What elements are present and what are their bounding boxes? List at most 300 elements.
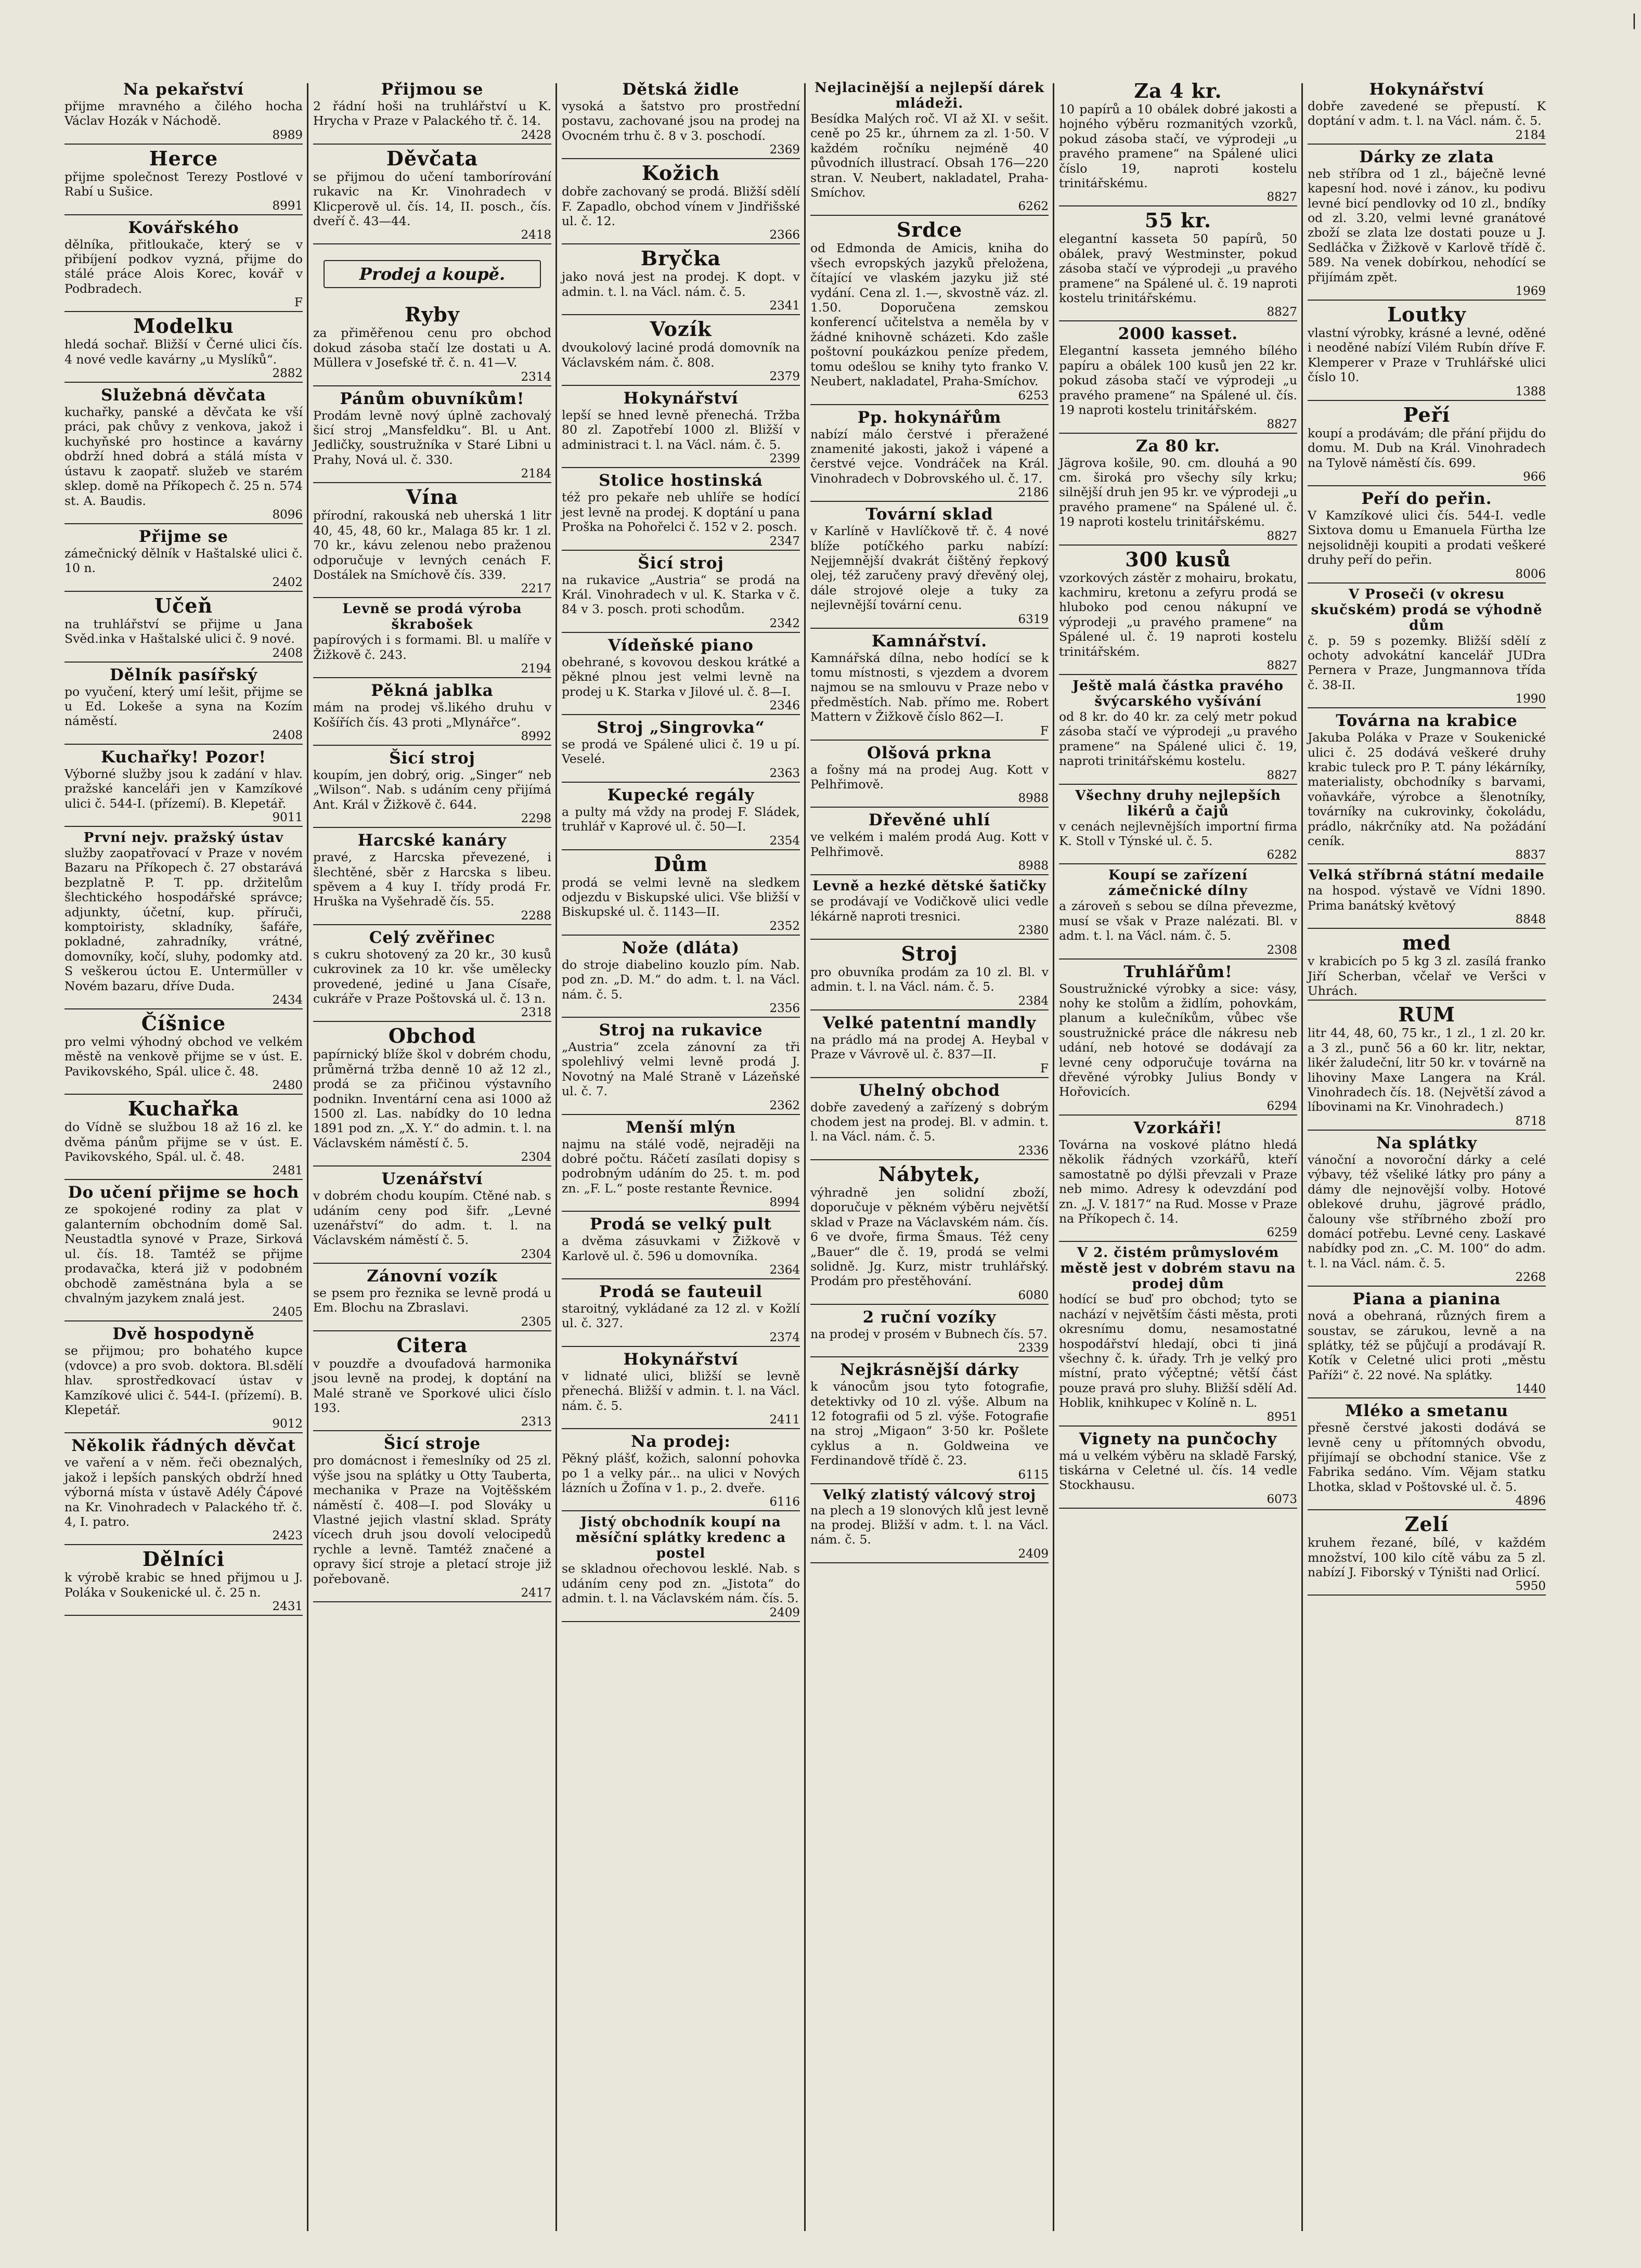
ad-divider xyxy=(1059,863,1297,864)
ad-heading: Číšnice xyxy=(141,1012,226,1035)
ad-number: 2431 xyxy=(272,1600,303,1614)
ad-heading: Stolice hostinská xyxy=(599,471,763,490)
corner-mark: | xyxy=(1631,11,1637,30)
classified-ad xyxy=(1059,788,1297,865)
classified-ad xyxy=(1059,80,1297,206)
ad-number: 8989 xyxy=(272,128,303,142)
ad-heading: První nejv. pražský ústav xyxy=(83,830,284,846)
ad-heading: Uhelný obchod xyxy=(859,1081,1000,1100)
ad-divider xyxy=(64,1432,303,1433)
ad-heading: 2 ruční vozíky xyxy=(862,1307,997,1327)
ad-text: k vánocům jsou tyto fotografie, detektivky od 10 zl. výše. Album na 12 fotografii od 5 zl. výše. Fotografie na stroj „Migaon“ 3·50 kr. Pošlete cyklus a n. Goldweina ve Ferdinandově třídě č. 23. xyxy=(810,1379,1049,1468)
ad-heading: Přijme se xyxy=(138,527,229,546)
classified-ad xyxy=(313,1334,551,1432)
ad-heading: Šicí stroj xyxy=(389,748,475,768)
column-rule xyxy=(307,83,308,2231)
ad-text: 10 papírů a 10 obálek dobré jakosti a hojného výběru rozmanitých vzorků, pokud zásoba stačí, ve výprodeji „u pravého pramene“ na Spálené ulici číslo 19, naproti kostelu trinitářskému. xyxy=(1059,102,1297,191)
classified-ad xyxy=(810,744,1049,808)
ad-heading: Menší mlýn xyxy=(626,1118,736,1137)
ad-divider xyxy=(313,1263,551,1264)
ad-divider xyxy=(1308,582,1546,584)
classified-ad xyxy=(1059,210,1297,321)
classified-ad xyxy=(562,786,800,850)
ad-text: Prodám levně nový úplně zachovalý šicí stroj „Mansfeldku“. Bl. u Ant. Jedličky, soustružníka v Staré Libni u Prahy, Nová ul. č. 330. xyxy=(313,408,551,467)
ad-heading: 2000 kasset. xyxy=(1118,325,1238,344)
ad-number: 6259 xyxy=(1267,1226,1297,1240)
ad-divider xyxy=(562,1278,800,1279)
ad-text: Pěkný plášť, kožich, salonní pohovka po 1 a velky pár... na ulici v Nových lázních u Žofína v 1. p., 2. dveře. xyxy=(562,1451,800,1495)
ad-text: 2 řádní hoši na truhlářství u K. Hrycha v Praze v Palackého tř. č. 14. xyxy=(313,99,551,128)
ad-number: 2356 xyxy=(769,1002,800,1015)
ad-number: 2186 xyxy=(1018,486,1049,500)
ad-divider xyxy=(810,874,1049,875)
classified-ad xyxy=(562,1350,800,1429)
ad-heading: Truhlářům! xyxy=(1123,962,1233,981)
ad-heading: 55 kr. xyxy=(1144,209,1212,232)
ad-number: 8827 xyxy=(1267,305,1297,319)
ad-heading: Na pekařství xyxy=(123,80,244,99)
ad-number: 1388 xyxy=(1515,384,1546,398)
column-4 xyxy=(807,78,1052,2236)
ad-text: s cukru shotovený za 20 kr., 30 kusů cukrovinek za 10 kr. vše umělecky provedené, jediné u Jana Císaře, cukráře v Praze Poštovská ul. č. 13 n. xyxy=(313,947,551,1006)
ad-divider xyxy=(562,1114,800,1115)
ad-divider xyxy=(1308,1000,1546,1001)
ad-text: hledá sochař. Bližší v Černé ulici čís. 4 nové vedle kavárny „u Myslíků“. xyxy=(64,337,303,367)
ad-number: 6080 xyxy=(1018,1288,1049,1302)
ad-text: se psem pro řeznika se levně prodá u Em. Blochu na Zbraslavi. xyxy=(313,1285,551,1315)
classified-ad xyxy=(810,505,1049,628)
ad-heading: Levně a hezké dětské šatičky xyxy=(812,878,1046,895)
ad-number: 2194 xyxy=(521,662,551,676)
classified-ad xyxy=(313,1434,551,1602)
ad-text: ve velkém i malém prodá Aug. Kott v Pelhřimově. xyxy=(810,830,1049,859)
ad-divider xyxy=(64,214,303,215)
ad-divider xyxy=(562,782,800,783)
classified-ad xyxy=(1308,404,1546,486)
ad-divider xyxy=(1059,1508,1297,1509)
ad-text: kruhem řezané, bílé, v každém množství, 100 kilo cítě vábu za 5 zl. nabízí J. Fiborský v Týništi nad Orlicí. xyxy=(1308,1535,1546,1579)
ad-heading: V Proseči (v okresu skučském) prodá se výhodně dům xyxy=(1311,586,1543,633)
classified-ad xyxy=(810,408,1049,502)
ad-number: 6319 xyxy=(1018,612,1049,626)
ad-text: na prodej v prosém v Bubnech čís. 57. xyxy=(810,1326,1048,1341)
ad-text: koupí a prodávám; dle přání přijdu do domu. M. Dub na Král. Vinohradech na Tylově náměstí čís. 699. xyxy=(1308,425,1546,470)
ad-heading: Kamnářství. xyxy=(871,631,988,651)
ad-heading: Zelí xyxy=(1404,1512,1449,1536)
ad-number: 2408 xyxy=(272,728,303,742)
classified-ad xyxy=(1059,1119,1297,1242)
classified-ad xyxy=(1308,80,1546,145)
ad-heading: Celý zvěřinec xyxy=(369,928,496,947)
ad-heading: Peří do peřin. xyxy=(1361,489,1492,508)
ad-divider xyxy=(1308,1509,1546,1510)
ad-heading: Ještě malá částka pravého švýcarského vyšívání xyxy=(1072,678,1284,709)
classified-ad xyxy=(313,681,551,746)
ad-heading: Uzenářství xyxy=(381,1170,483,1189)
ad-divider xyxy=(1308,1397,1546,1398)
ad-divider xyxy=(1059,958,1297,960)
classified-ad xyxy=(562,162,800,244)
classified-ad xyxy=(1308,1513,1546,1596)
ad-text: ze spokojené rodiny za plat v galanterním obchodním domě Sal. Neustadtla synové v Praze, Sirková ul. čís. 18. Tamtéž se přijme prodavačka, která již v podobném obchodě zaměstnána byla a se chvalným jazykem znalá jest. xyxy=(64,1202,303,1305)
ad-divider xyxy=(562,243,800,244)
classified-ad xyxy=(810,943,1049,1010)
ad-heading: Olšová prkna xyxy=(867,743,992,762)
section-heading: Prodej a koupě. xyxy=(324,260,541,288)
ad-text: dvoukolový laciné prodá domovník na Václavském nám. č. 808. xyxy=(562,340,800,370)
ad-text: do Vídně se službou 18 až 16 zl. ke dvěma pánům přijme se v úst. E. Pavikovského, Spál. ul. č. 48. xyxy=(64,1120,303,1164)
ad-text: na prádlo má na prodej A. Heybal v Praze v Vávrově ul. č. 837—II. xyxy=(810,1032,1049,1062)
ad-divider xyxy=(313,1601,551,1602)
ad-divider xyxy=(64,1320,303,1321)
classified-ad xyxy=(562,853,800,936)
ad-heading: Přijmou se xyxy=(381,80,484,99)
ad-text: koupím, jen dobrý, orig. „Singer“ neb „Wilson“. Nab. s udáním ceny přijímá Ant. Král v Žižkově č. 644. xyxy=(313,767,551,812)
classified-ad xyxy=(562,80,800,159)
ad-heading: Pp. hokynářům xyxy=(857,408,1002,427)
classified-ad xyxy=(313,148,551,245)
classified-ad xyxy=(810,1487,1049,1563)
ad-heading: Velká stříbrná státní medaile xyxy=(1309,867,1545,884)
ad-divider xyxy=(64,1615,303,1616)
ad-number: 2352 xyxy=(769,919,800,933)
ad-divider xyxy=(1059,1425,1297,1427)
ad-number: 2364 xyxy=(769,1263,800,1277)
ad-divider xyxy=(1308,400,1546,401)
ad-number: 2184 xyxy=(521,467,551,481)
ad-heading: Kupecké regály xyxy=(607,785,755,805)
column-rule xyxy=(804,83,806,2231)
classified-ad xyxy=(64,1548,303,1616)
ad-number: 6294 xyxy=(1267,1099,1297,1113)
column-rule xyxy=(555,83,557,2231)
column-5 xyxy=(1056,78,1300,2236)
ad-number: 2409 xyxy=(769,1605,800,1619)
ad-heading: Dvě hospodyně xyxy=(112,1325,255,1344)
ad-number: 2384 xyxy=(1018,994,1049,1008)
classified-ad xyxy=(313,831,551,925)
ad-number: 2405 xyxy=(272,1305,303,1319)
ad-heading: Kuchařky! Pozor! xyxy=(101,747,266,767)
ad-text: V Kamzíkové ulici čís. 544-I. vedle Sixtova domu u Emanuela Fürtha lze nejsolidněji koupiti a prodati veškeré druhy peří do peřin. xyxy=(1308,508,1546,567)
ad-number: 6115 xyxy=(1018,1468,1049,1482)
ad-divider xyxy=(562,1621,800,1622)
ad-heading: Dětská židle xyxy=(622,80,740,99)
ad-heading: Na splátky xyxy=(1376,1133,1478,1152)
ad-divider xyxy=(810,501,1049,502)
ad-heading: Piana a pianina xyxy=(1352,1290,1501,1309)
ad-text: lepší se hned levně přenechá. Tržba 80 zl. Zapotřebí 1000 zl. Bližší v administraci t. l. na Václ. nám. č. 5. xyxy=(562,408,800,452)
classified-ad xyxy=(64,830,303,1009)
ad-divider xyxy=(313,1330,551,1331)
ad-divider xyxy=(64,1179,303,1180)
ad-number: 8951 xyxy=(1267,1410,1297,1424)
ad-number: 2298 xyxy=(521,812,551,826)
classified-ad xyxy=(313,601,551,678)
ad-text: pro obuvníka prodám za 10 zl. Bl. v admin. t. l. na Václ. nám. č. 5. xyxy=(810,965,1049,994)
ad-number: 2354 xyxy=(769,834,800,848)
ad-text: v krabicích po 5 kg 3 zl. zasílá franko Jiří Scherban, včelař ve Veršci v Uhrách. xyxy=(1308,954,1546,999)
classified-ad xyxy=(1308,489,1546,584)
ad-text: papírových i s formami. Bl. u malíře v Žižkově č. 243. xyxy=(313,632,551,662)
ad-text: prodá se velmi levně na sledkem odjezdu v Biskupské ulici. Vše bližší v Biskupské ul. č. 1143—II. xyxy=(562,875,800,919)
ad-text: hodící se buď pro obchod; tyto se nachází v největším části města, proti okresnímu domu, nesamostatné hospodářství hledají, obci ti jiná všechny č. k. úřady. Trh je velký pro místní, prato výčeptné; větší část pouze pravá pro sluhy. Bližší sdělí Ad. Hoblik, knihkupec v Kolíně n. L. xyxy=(1059,1292,1297,1410)
ad-text: Elegantní kasseta jemného bílého papíru a obálek 100 kusů jen 22 kr. pokud zásoba stačí ve výprodeji „u pravého pramene“ na Spálené ul. čís. 19 naproti kostelu trinitářském. xyxy=(1059,343,1297,418)
ad-text: Výborné služby jsou k zadání v hlav. pražské kanceláři jen v Kamzíkové ulici č. 544-I. (přízemí). B. Klepetář. xyxy=(64,766,303,811)
ad-text: služby zaopatřovací v Praze v novém Bazaru na Příkopech č. 27 obstarává bezplatně P. T. pp. držitelům šlechtického hospodářské správce; adjunkty, účetní, kup. příruči, komptoiristy, skladníky, šafáře, pokladné, zahradníky, vrátné, domovníky, kočí, sluhy, podomky atd. S veškerou úctou E. Untermüller v Novém bazaru, dříve Duda. xyxy=(64,845,303,993)
ad-heading: Jistý obchodník koupí na měsíční splátky kredenc a postel xyxy=(575,1514,786,1562)
column-2 xyxy=(310,78,554,2236)
ad-number: 2434 xyxy=(272,993,303,1007)
ad-number: 2336 xyxy=(1018,1144,1049,1158)
classified-ad xyxy=(1059,678,1297,785)
classified-ad xyxy=(562,1432,800,1511)
ad-divider xyxy=(64,311,303,312)
ad-divider xyxy=(313,827,551,828)
ad-number: 6073 xyxy=(1267,1492,1297,1506)
ad-divider xyxy=(562,385,800,386)
classified-ad xyxy=(64,386,303,524)
ad-divider xyxy=(810,807,1049,808)
ad-heading: Dělník pasířský xyxy=(109,665,258,684)
ad-number: 2347 xyxy=(769,534,800,548)
ad-divider xyxy=(562,158,800,159)
classified-ad xyxy=(64,1098,303,1180)
ad-number: 2288 xyxy=(521,909,551,923)
ad-text: a pulty má vždy na prodej F. Sládek, truhlář v Kaprové ul. č. 50—I. xyxy=(562,804,800,834)
ad-heading: Dům xyxy=(654,852,708,876)
ad-text: se skladnou ořechovou lesklé. Nab. s udáním ceny pod zn. „Jistota“ do admin. t. l. na Václavském nám. čís. 5. xyxy=(562,1561,800,1606)
ad-heading: Pěkná jablka xyxy=(371,681,494,701)
ad-divider xyxy=(64,744,303,745)
classified-ad xyxy=(1308,1402,1546,1510)
ad-heading: Vína xyxy=(406,485,459,509)
column-6 xyxy=(1304,78,1549,2236)
classified-ad xyxy=(1059,437,1297,546)
ad-text: se prodávají ve Vodičkově ulici vedle lékárně naproti tresnici. xyxy=(810,894,1049,924)
ad-number: F xyxy=(1040,1061,1049,1075)
ad-number: 2313 xyxy=(521,1415,551,1429)
classified-ad xyxy=(562,389,800,468)
ad-divider xyxy=(1308,485,1546,486)
classified-ad xyxy=(562,248,800,315)
ad-heading: Citera xyxy=(396,1333,468,1357)
ad-number: 2374 xyxy=(769,1330,800,1344)
ad-number: 8827 xyxy=(1267,417,1297,431)
ad-divider xyxy=(313,745,551,746)
ad-heading: Na prodej: xyxy=(631,1432,731,1451)
ad-text: na plech a 19 slonových klů jest levně na prodej. Bližší v adm. t. l. na Václ. nám. č. 5. xyxy=(810,1502,1049,1547)
ad-divider xyxy=(810,1483,1049,1484)
ad-divider xyxy=(562,1211,800,1212)
ad-number: 966 xyxy=(1523,470,1546,484)
ad-text: pro domácnost i řemeslníky od 25 zl. výše jsou na splátky u Otty Tauberta, mechanika v Praze na Vojtěšském náměstí č. 408—I. pod Slováky u Vlastné jejich vlastní sklad. Spráty vícech druh jsou dovolí velocipedů rychle a levně. Tamtéž značené a opravy šicí stroje a pletací stroje již pořebovaně. xyxy=(313,1453,551,1586)
ad-text: a fošny má na prodej Aug. Kott v Pelhřimově. xyxy=(810,762,1049,792)
ad-heading: Stroj na rukavice xyxy=(599,1021,763,1040)
ad-divider xyxy=(1308,707,1546,708)
ad-text: přijme společnost Terezy Postlové v Rabí u Sušice. xyxy=(64,169,303,199)
ad-heading: Modelku xyxy=(133,314,234,338)
column-1 xyxy=(61,78,306,2236)
ad-divider xyxy=(562,714,800,715)
ad-heading: Prodá se velký pult xyxy=(590,1215,772,1234)
ad-heading: Učeň xyxy=(154,593,213,617)
ad-heading: Srdce xyxy=(896,218,963,242)
ad-heading: Zánovní vozík xyxy=(367,1266,498,1286)
ad-heading: Velký zlatistý válcový stroj xyxy=(823,1487,1036,1503)
ad-divider xyxy=(562,1346,800,1347)
classified-ad xyxy=(1308,1290,1546,1398)
ad-text: přírodní, rakouská neb uherská 1 litr 40, 45, 48, 60 kr., Malaga 85 kr. 1 zl. 70 kr., kávu zelenou nebo praženou odporučuje v levných cenách F. Dostálek na Smíchově čís. 339. xyxy=(313,508,551,582)
classified-ad xyxy=(1059,1245,1297,1426)
ad-number: 2369 xyxy=(769,143,800,157)
ad-text: a zároveň s sebou se dílna převezme, musí se však v Praze nalézati. Bl. v adm. t. l. na Václ. nám. č. 5. xyxy=(1059,899,1297,943)
classified-ad xyxy=(562,1118,800,1212)
ad-text: litr 44, 48, 60, 75 kr., 1 zl., 1 zl. 20 kr. a 3 zl., punč 56 a 60 kr. litr, nektar, likér žaludeční, litr 50 kr. v továrně na lihoviny Maxe Langera na Král. Vinohradech čís. 18. (Největší závod a líbovinami na Kr. Vinohradech.) xyxy=(1308,1026,1546,1114)
classified-ad xyxy=(64,80,303,145)
ad-text: dobře zavedené se přepustí. K doptání v adm. t. l. na Václ. nám. č. 5. xyxy=(1308,99,1546,128)
ad-heading: Hokynářství xyxy=(1369,80,1484,99)
ad-number: 2217 xyxy=(521,582,551,596)
ad-heading: Harcské kanáry xyxy=(357,831,507,850)
ad-divider xyxy=(1059,674,1297,675)
ad-number: 2304 xyxy=(521,1150,551,1164)
ad-text: po vyučení, který umí lešit, přijme se u Ed. Lokeše a syna na Kozím náměstí. xyxy=(64,684,303,729)
ad-heading: Stroj „Singrovka“ xyxy=(597,718,765,737)
ad-divider xyxy=(1308,144,1546,145)
ad-divider xyxy=(64,662,303,663)
ad-number: 2314 xyxy=(521,370,551,384)
ad-text: v pouzdře a dvoufadová harmonika jsou levně na prodej, k doptání na Malé straně ve Sporkové ulici číslo 193. xyxy=(313,1356,551,1415)
ad-heading: Dárky ze zlata xyxy=(1359,147,1494,166)
classified-ad xyxy=(313,1170,551,1264)
classified-ad xyxy=(313,260,551,288)
ad-divider xyxy=(562,314,800,315)
classified-ad xyxy=(313,80,551,145)
classified-ad xyxy=(562,718,800,783)
ad-number: 2366 xyxy=(769,228,800,242)
ad-text: přesně čerstvé jakosti dodává se levně ceny u přítomných obvodu, přijímají se obchodní stanice. Vše z Fabrika sedáno. Vím. Vějam statku Lhotka, sklad v Poštovské ul. č. 5. xyxy=(1308,1420,1546,1494)
ad-number: 1440 xyxy=(1515,1382,1546,1396)
classified-ad xyxy=(313,304,551,386)
ad-number: 2417 xyxy=(521,1586,551,1600)
classified-ad xyxy=(1308,587,1546,709)
ad-heading: Vzorkáři! xyxy=(1133,1118,1223,1137)
ad-number: F xyxy=(294,296,303,310)
ad-number: 8827 xyxy=(1267,190,1297,204)
ad-text: k výrobě krabic se hned přijmou u J. Poláka v Soukenické ul. č. 25 n. xyxy=(64,1570,303,1600)
ad-text: za přiměřenou cenu pro obchod dokud zásoba stačí lze dostati u A. Müllera v Josefské tř. č. n. 41—V. xyxy=(313,326,551,370)
ad-divider xyxy=(313,1430,551,1431)
column-rule xyxy=(1301,83,1303,2231)
classified-ad xyxy=(313,1025,551,1167)
ad-heading: Šicí stroj xyxy=(638,553,724,573)
ad-divider xyxy=(1059,320,1297,321)
ad-heading: Služebná děvčata xyxy=(101,386,266,405)
ad-heading: Koupí se zařízení zámečnické dílny xyxy=(1108,867,1248,899)
ad-text: na rukavice „Austria“ se prodá na Král. Vinohradech v ul. K. Starka v č. 84 v 3. posch. proti schodům. xyxy=(562,572,800,617)
ad-divider xyxy=(810,404,1049,405)
ad-heading: Dřevěné uhlí xyxy=(868,811,991,830)
ad-text: se přijmou; pro bohatého kupce (vdovce) a pro svob. doktora. Bl.sdělí hlav. sprostředkovací ústav v Kamzíkové ulici č. 544-I. (přízemí). B. Klepetář. xyxy=(64,1343,303,1417)
classified-ad xyxy=(810,219,1049,405)
classified-ad xyxy=(810,1308,1049,1357)
ad-text: má u velkém výběru na skladě Farský, tiskárna v Celetné ul. čís. 14 vedle Stockhausu. xyxy=(1059,1448,1297,1493)
ad-heading: Stroj xyxy=(901,942,958,966)
ad-text: Továrna na voskové plátno hledá několik řádných vzorkářů, kteří samostatně po dýlši převzali v Praze neb mimo. Adresy k odevzdání pod zn. „J. V. 1817“ na Rud. Mosse v Praze na Příkopech č. 14. xyxy=(1059,1137,1297,1226)
ad-heading: Vozík xyxy=(650,317,712,341)
ad-text: Kamnářská dílna, nebo hodící se k tomu místnosti, s vjezdem a dvorem najmou se na smlouvu v Praze nebo v předměstích. Nab. přímo me. Robert Mattern v Žižkově číslo 862—I. xyxy=(810,650,1049,724)
ad-divider xyxy=(313,677,551,678)
ad-divider xyxy=(64,1008,303,1009)
ad-text: v lidnaté ulici, bližší se levně přenechá. Bližší v admin. t. l. na Václ. nám. č. 5. xyxy=(562,1368,800,1413)
ad-heading: Nejkrásnější dárky xyxy=(840,1360,1019,1380)
ad-divider xyxy=(64,1094,303,1095)
ad-number: 2318 xyxy=(521,1006,551,1020)
classified-ad xyxy=(1059,867,1297,959)
ad-divider xyxy=(64,382,303,383)
classified-ad xyxy=(1059,963,1297,1116)
classified-ad xyxy=(562,1021,800,1115)
ad-text: vánoční a novoroční dárky a celé výbavy, též všeliké látky pro pány a dámy dle nejnovější volby. Hotové oblekové druhu, jägrové prádlo, čalouny vše stříbrného zboží pro domácí potřebu. Levné ceny. Laskavé nabídky pod zn. „C. M. 100“ do adm. t. l. na Václ. nám. č. 5. xyxy=(1308,1152,1546,1271)
ad-divider xyxy=(810,215,1049,216)
ad-text: nová a obehraná, různých firem a soustav, se zárukou, levně a na splátky, též se půjčují a prodávají R. Kotík v Celetné ulici proti „městu Paříži“ č. 22 nové. Na splátky. xyxy=(1308,1308,1546,1382)
ad-heading: Dělníci xyxy=(142,1547,225,1571)
classified-ad xyxy=(562,1215,800,1279)
ad-divider xyxy=(64,826,303,827)
ad-heading: Velké patentní mandly xyxy=(822,1013,1037,1032)
classified-ad xyxy=(562,471,800,550)
ad-divider xyxy=(64,144,303,145)
ad-heading: Za 4 kr. xyxy=(1134,79,1222,102)
ad-number: 8837 xyxy=(1515,848,1546,862)
ad-number: 8718 xyxy=(1515,1114,1546,1128)
ad-text: výhradně jen solidní zboží, doporučuje v pěkném výběru největší sklad v Praze na Václavském nám. čís. 6 ve dvoře, firma Šmaus. Též ceny „Bauer“ dle č. 19, prodá se velmi solidně. Jg. Kurz, mistr truhlářský. Prodám pro přestěhování. xyxy=(810,1185,1049,1289)
ad-number: 2402 xyxy=(272,575,303,589)
classified-ad xyxy=(1308,1004,1546,1130)
ad-divider xyxy=(313,385,551,386)
ad-text: do stroje diabelino kouzlo pím. Nab. pod zn. „D. M.“ do adm. t. l. na Václ. nám. č. 5. xyxy=(562,957,800,1002)
ad-text: vzorkových zástěr z mohairu, brokatu, kachmiru, kretonu a zefyru prodá se hluboko pod cenou nákupní ve výprodeji „u pravého pramene“ na Spálené ul. č. 19 naproti kostelu trinitářském. xyxy=(1059,570,1297,659)
ad-text: v Karlíně v Havlíčkově tř. č. 4 nové blíže potíčkého parku nabízí: Nejjemnější dvakrát čištěný řepkový olej, též zaručeny pravý dřevěný olej, dále strojové oleje a tuky za nejlevnější tovární cenu. xyxy=(810,524,1049,613)
ad-number: 8827 xyxy=(1267,768,1297,782)
classified-ad xyxy=(313,486,551,598)
ad-divider xyxy=(64,591,303,592)
ad-divider xyxy=(1308,300,1546,301)
ad-divider xyxy=(64,523,303,524)
classified-ad xyxy=(562,1514,800,1622)
classified-ad xyxy=(64,595,303,663)
classified-ad xyxy=(64,1436,303,1545)
ad-number: 2379 xyxy=(769,370,800,384)
ad-divider xyxy=(810,1009,1049,1010)
ad-divider xyxy=(1059,433,1297,434)
ad-text: jako nová jest na prodej. K dopt. v admin. t. l. na Václ. nám. č. 5. xyxy=(562,269,800,299)
ad-heading: Šicí stroje xyxy=(383,1434,481,1454)
ad-text: neb stříbra od 1 zl., báječně levné kapesní hod. nové i zánov., ku podivu levné bicí pendlovky od 10 zl., bndíky od zl. 3.20, velmi levné granátové zboží se zlata lze dostati pouze u J. Sedláčka v Žižkově v Karlově třídě č. 589. Na venek dobírkou, nehodící se přijímám zpět. xyxy=(1308,166,1546,284)
ad-text: mám na prodej vš.likého druhu v Košířích čís. 43 proti „Mlynářce“. xyxy=(313,700,551,730)
ad-text: vysoká a šatstvo pro prostřední postavu, zachované jsou na prodej na Ovocném trhu č. 8 v 3. poschodí. xyxy=(562,99,800,143)
ad-text: Soustružnické výrobky a sice: vásy, nohy ke stolům a židlím, pohovkám, planum a kulečníkům, vůbec vše soustružnické práce dle nákresu neb udání, neb hotové se dodávají za levné ceny odporučuje továrna na dřevěné výrobky Julius Bondy v Hořovicích. xyxy=(1059,981,1297,1099)
ad-heading: Tovární sklad xyxy=(865,505,993,524)
ad-number: 2399 xyxy=(769,452,800,466)
classified-ad xyxy=(810,80,1049,216)
ad-number: 2308 xyxy=(1267,943,1297,957)
ad-text: a dvěma zásuvkami v Žižkově v Karlově ul. č. 596 u domovníka. xyxy=(562,1234,800,1263)
ad-number: 8006 xyxy=(1515,567,1546,581)
ad-heading: Bryčka xyxy=(640,247,721,270)
classified-ad xyxy=(810,811,1049,875)
